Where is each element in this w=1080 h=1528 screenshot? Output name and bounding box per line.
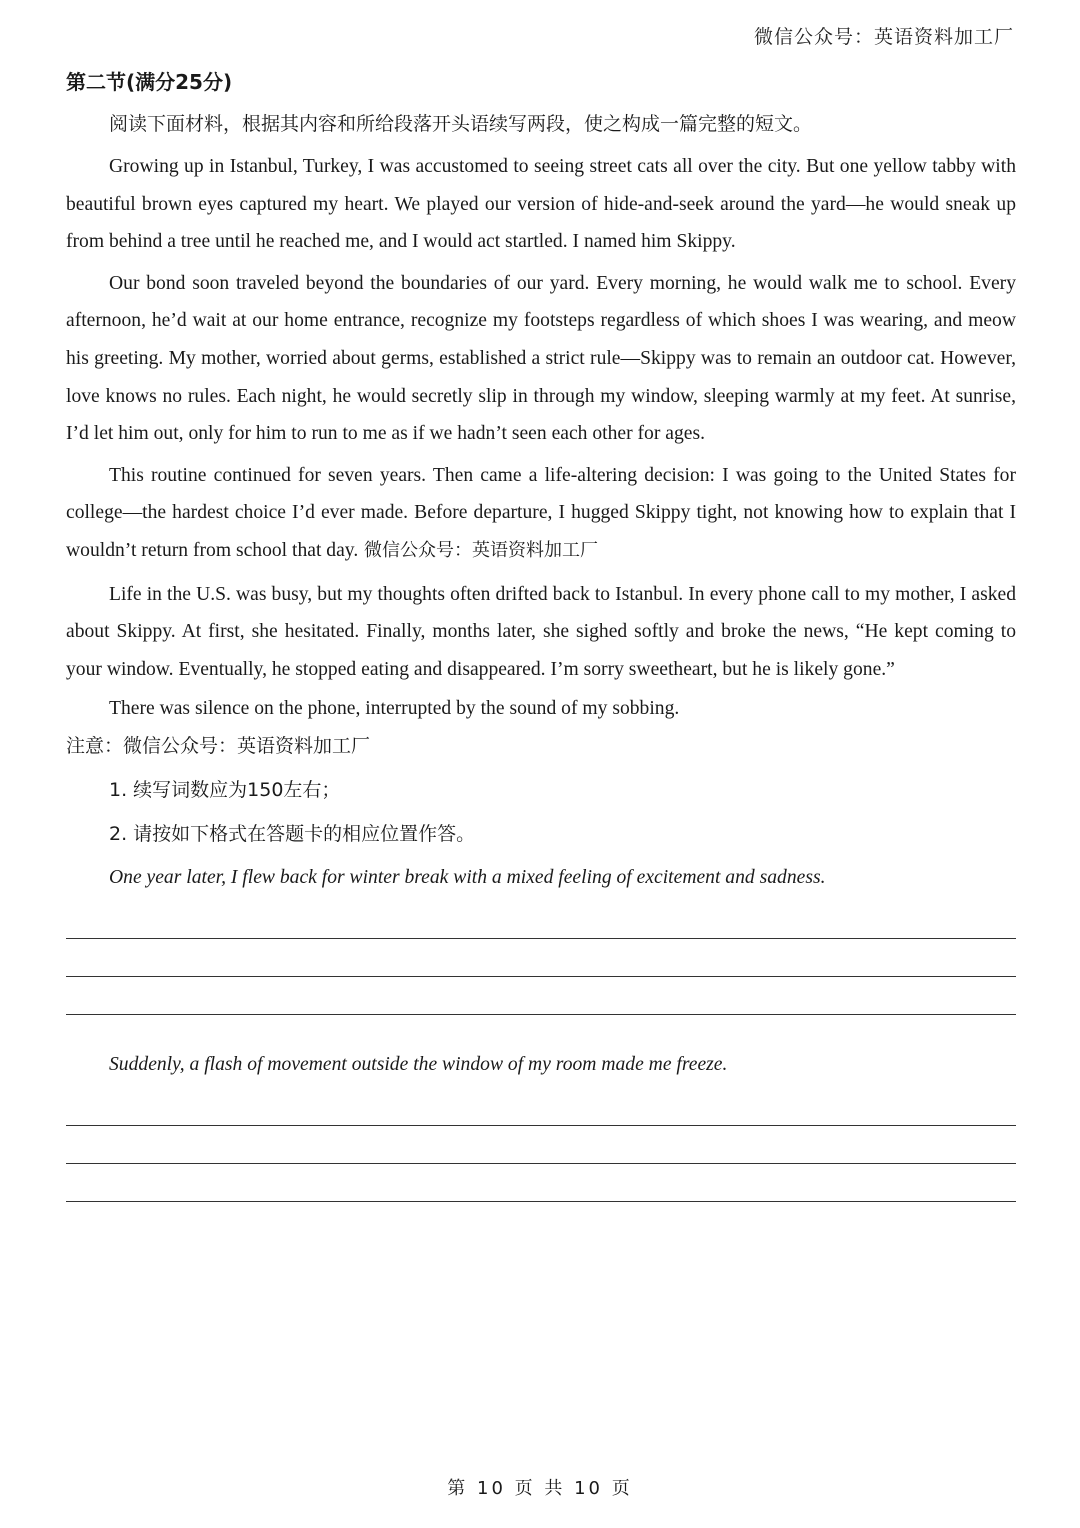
page-number: 第 10 页 共 10 页 [447,1478,633,1499]
writing-lines-1 [66,938,1016,1015]
passage-paragraph-1: Growing up in Istanbul, Turkey, I was accustomed to seeing street cats all over the city. But one yellow tabby with beautiful brown eyes captured my heart. We played our version of hide-and-seek around the yard—he would sneak up from behind a tree until he reached me, and I would act startled. I named him Skippy. [66,156,1016,253]
passage-paragraph-2: Our bond soon traveled beyond the boundaries of our yard. Every morning, he would walk me to school. Every afternoon, he’d wait at our home entrance, recognize my footsteps regardless of which shoes I was wearing, and meow his greeting. My mother, worried about germs, established a strict rule—Skippy was to remain an outdoor cat. However, love knows no rules. Each night, he would secretly slip in through my window, sleeping warmly at my feet. At sunrise, I’d let him out, only for him to run to me as if we hadn’t seen each other for ages. [66,272,1016,445]
writing-line [66,1163,1016,1164]
notes-label: 注意：微信公众号：英语资料加工厂 [66,734,371,757]
note-item-1: 1. 续写词数应为150左右； [109,778,341,801]
passage-paragraph-5: There was silence on the phone, interrupted by the sound of my sobbing. [109,698,680,720]
passage-paragraph-3-text: This routine continued for seven years. Then came a life-altering decision: I was going to the United States for college—the hardest choice I’d ever made. Before departure, I hugged Skippy tight, not knowing how to explain that I wouldn’t return from school that day. [66,464,1016,561]
header-watermark: 微信公众号：英语资料加工厂 [753,26,1014,48]
writing-line [66,1125,1016,1126]
document-body [66,106,1016,1202]
section-title: 第二节(满分25分) [66,70,233,94]
writing-line [66,1201,1016,1202]
passage-paragraph-3 [66,457,1016,570]
writing-line [66,1014,1016,1015]
section-instruction: 阅读下面材料，根据其内容和所给段落开头语续写两段，使之构成一篇完整的短文。 [109,113,813,135]
continuation-prompt-2: Suddenly, a flash of movement outside the window of my room made me freeze. [109,1053,728,1075]
passage-paragraph-4: Life in the U.S. was busy, but my thoughts often drifted back to Istanbul. In every phone call to my mother, I asked about Skippy. At first, she hesitated. Finally, months later, she sighed softly and broke the news, “He kept coming to your window. Eventually, he stopped eating and disappeared. I’m sorry sweetheart, but he is likely gone.” [66,583,1016,680]
writing-line [66,976,1016,977]
writing-line [66,938,1016,939]
note-item-2: 2. 请按如下格式在答题卡的相应位置作答。 [109,822,476,845]
inline-watermark: 微信公众号：英语资料加工厂 [358,539,598,561]
continuation-prompt-1: One year later, I flew back for winter break with a mixed feeling of excitement and sadness. [109,866,826,888]
writing-lines-2 [66,1125,1016,1202]
